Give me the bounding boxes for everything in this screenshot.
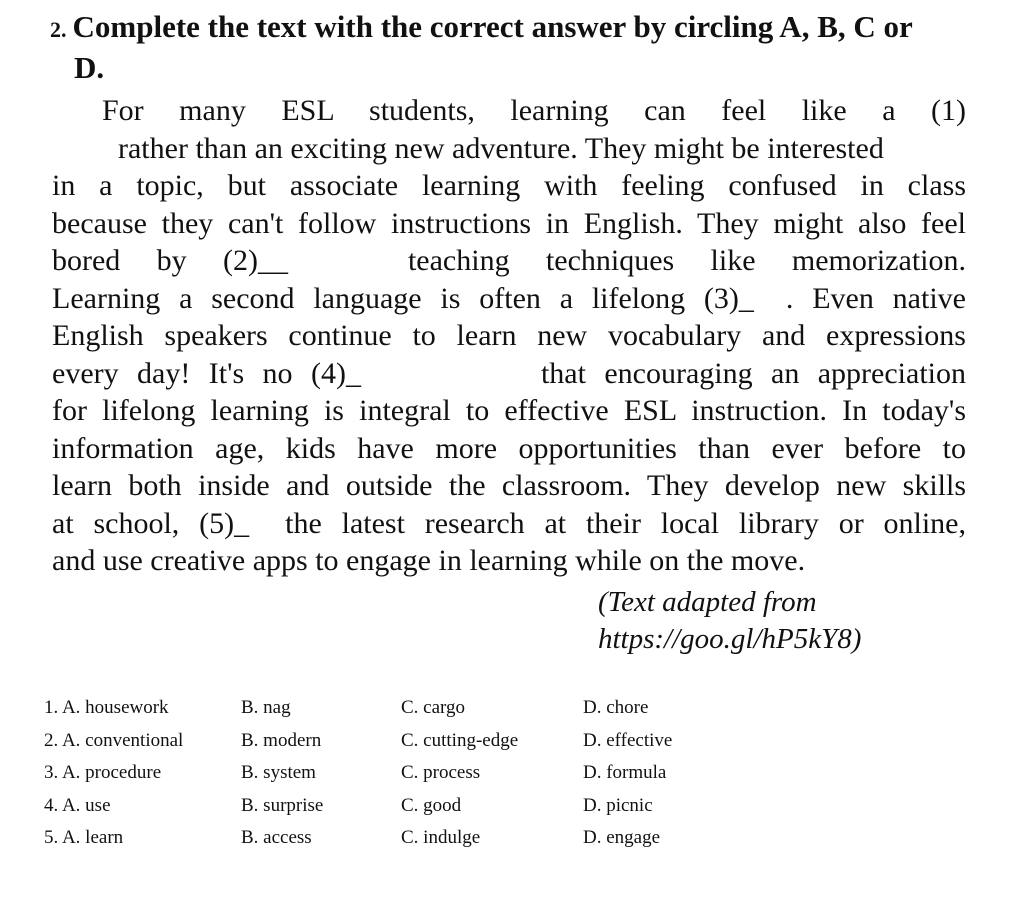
passage-line: information age, kids have more opportunities than ever before to — [52, 431, 966, 465]
source-citation — [598, 584, 861, 658]
option-a[interactable]: 3. A. procedure — [44, 762, 162, 783]
reading-passage — [52, 92, 966, 580]
question-heading — [50, 8, 990, 87]
option-b[interactable]: B. surprise — [241, 794, 324, 816]
passage-line: every day! It's no (4)_ that encouraging an appreciation — [52, 356, 966, 390]
option-c[interactable]: C. good — [401, 794, 462, 816]
question-title-line2: D. — [74, 50, 105, 85]
option-a[interactable]: 4. A. use — [44, 794, 111, 816]
passage-line: in a topic, but associate learning with feeling confused in class — [52, 169, 966, 202]
blank-5[interactable]: at school, (5)_ — [52, 506, 250, 540]
passage-line: for lifelong learning is integral to effective ESL instruction. In today's — [52, 394, 966, 427]
blank-2[interactable]: bored by (2)__ — [52, 244, 288, 277]
option-d[interactable]: D. picnic — [583, 794, 653, 816]
option-c[interactable]: C. process — [401, 762, 481, 783]
passage-line: learn both inside and outside the classroom. They develop new skills — [52, 469, 966, 502]
option-c[interactable]: C. indulge — [401, 827, 481, 848]
option-a[interactable]: 2. A. conventional — [44, 729, 184, 751]
option-a[interactable]: 5. A. learn — [44, 827, 124, 848]
passage-line: at school, (5)_ the latest research at their local library or online, — [52, 506, 966, 540]
option-d[interactable]: D. engage — [583, 827, 661, 848]
option-c[interactable]: C. cutting-edge — [401, 729, 519, 751]
passage-line: Learning a second language is often a lifelong (3)_ . Even native — [52, 281, 966, 315]
option-a[interactable]: 1. A. housework — [44, 697, 169, 718]
question-title-line1: Complete the text with the correct answer by circling A, B, C or — [72, 9, 913, 44]
option-b[interactable]: B. nag — [241, 697, 291, 718]
option-d[interactable]: D. formula — [583, 762, 667, 783]
question-number: 2. — [50, 17, 67, 42]
option-b[interactable]: B. access — [241, 827, 312, 848]
option-d[interactable]: D. chore — [583, 697, 649, 718]
blank-3[interactable]: Learning a second language is often a lifelong (3)_ — [52, 281, 754, 315]
option-b[interactable]: B. modern — [241, 729, 322, 751]
source-url: https://goo.gl/hP5kY8) — [598, 623, 862, 655]
option-b[interactable]: B. system — [241, 762, 316, 783]
passage-line: rather than an exciting new adventure. They might be interested — [118, 131, 884, 165]
source-line1: (Text adapted from — [598, 586, 817, 618]
passage-line: bored by (2)__ teaching techniques like memorization. — [52, 244, 966, 277]
blank-4[interactable]: every day! It's no (4)_ — [52, 356, 361, 390]
passage-line: because they can't follow instructions in English. They might also feel — [52, 206, 966, 240]
passage-line: For many ESL students, learning can feel like a (1) — [102, 94, 966, 127]
passage-line: and use creative apps to engage in learning while on the move. — [52, 544, 806, 577]
option-d[interactable]: D. effective — [583, 729, 673, 751]
passage-line: English speakers continue to learn new vocabulary and expressions — [52, 319, 966, 352]
option-c[interactable]: C. cargo — [401, 697, 466, 718]
